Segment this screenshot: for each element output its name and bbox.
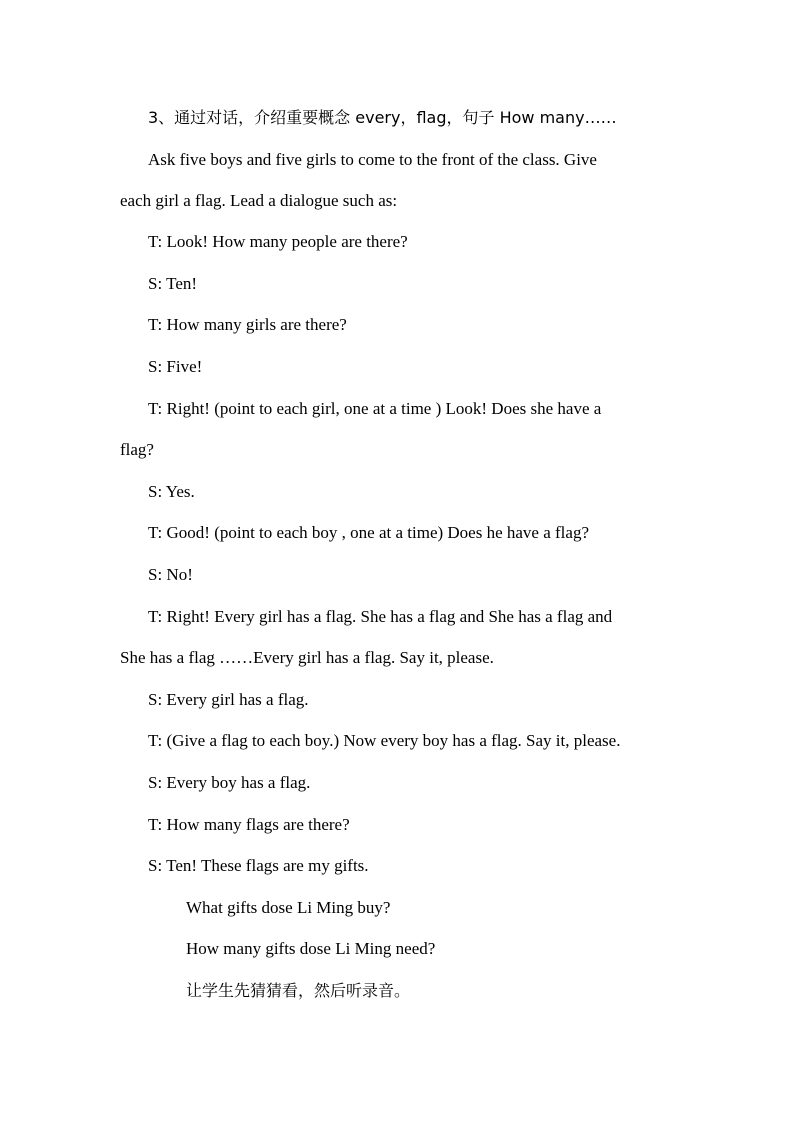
dialogue-line: S: Yes.	[148, 482, 195, 501]
dialogue-line: T: How many girls are there?	[148, 315, 347, 334]
dialogue-line: S: Ten! These flags are my gifts.	[148, 856, 369, 875]
intro-paragraph-line-1: Ask five boys and five girls to come to the front of the class. Give	[148, 150, 597, 169]
dialogue-line: S: No!	[148, 565, 193, 584]
instruction-line: 让学生先猜猜看，然后听录音。	[186, 981, 411, 1000]
question-line: How many gifts dose Li Ming need?	[186, 939, 436, 958]
dialogue-line: S: Five!	[148, 357, 203, 376]
dialogue-line: T: How many flags are there?	[148, 815, 350, 834]
question-line: What gifts dose Li Ming buy?	[186, 898, 391, 917]
dialogue-line: T: Right! (point to each girl, one at a time ) Look! Does she have a	[148, 399, 602, 418]
dialogue-line: She has a flag ……Every girl has a flag. Say it, please.	[120, 648, 494, 667]
dialogue-line: S: Every boy has a flag.	[148, 773, 311, 792]
section-heading: 3、通过对话，介绍重要概念 every，flag，句子 How many……	[148, 108, 617, 127]
dialogue-line: T: (Give a flag to each boy.) Now every boy has a flag. Say it, please.	[148, 731, 621, 750]
dialogue-line: S: Ten!	[148, 274, 198, 293]
dialogue-line: flag?	[120, 440, 154, 459]
dialogue-line: T: Good! (point to each boy , one at a time) Does he have a flag?	[148, 523, 589, 542]
dialogue-line: S: Every girl has a flag.	[148, 690, 309, 709]
dialogue-line: T: Look! How many people are there?	[148, 232, 408, 251]
intro-paragraph-line-2: each girl a flag. Lead a dialogue such as:	[120, 191, 398, 210]
dialogue-line: T: Right! Every girl has a flag. She has a flag and She has a flag and	[148, 607, 613, 626]
